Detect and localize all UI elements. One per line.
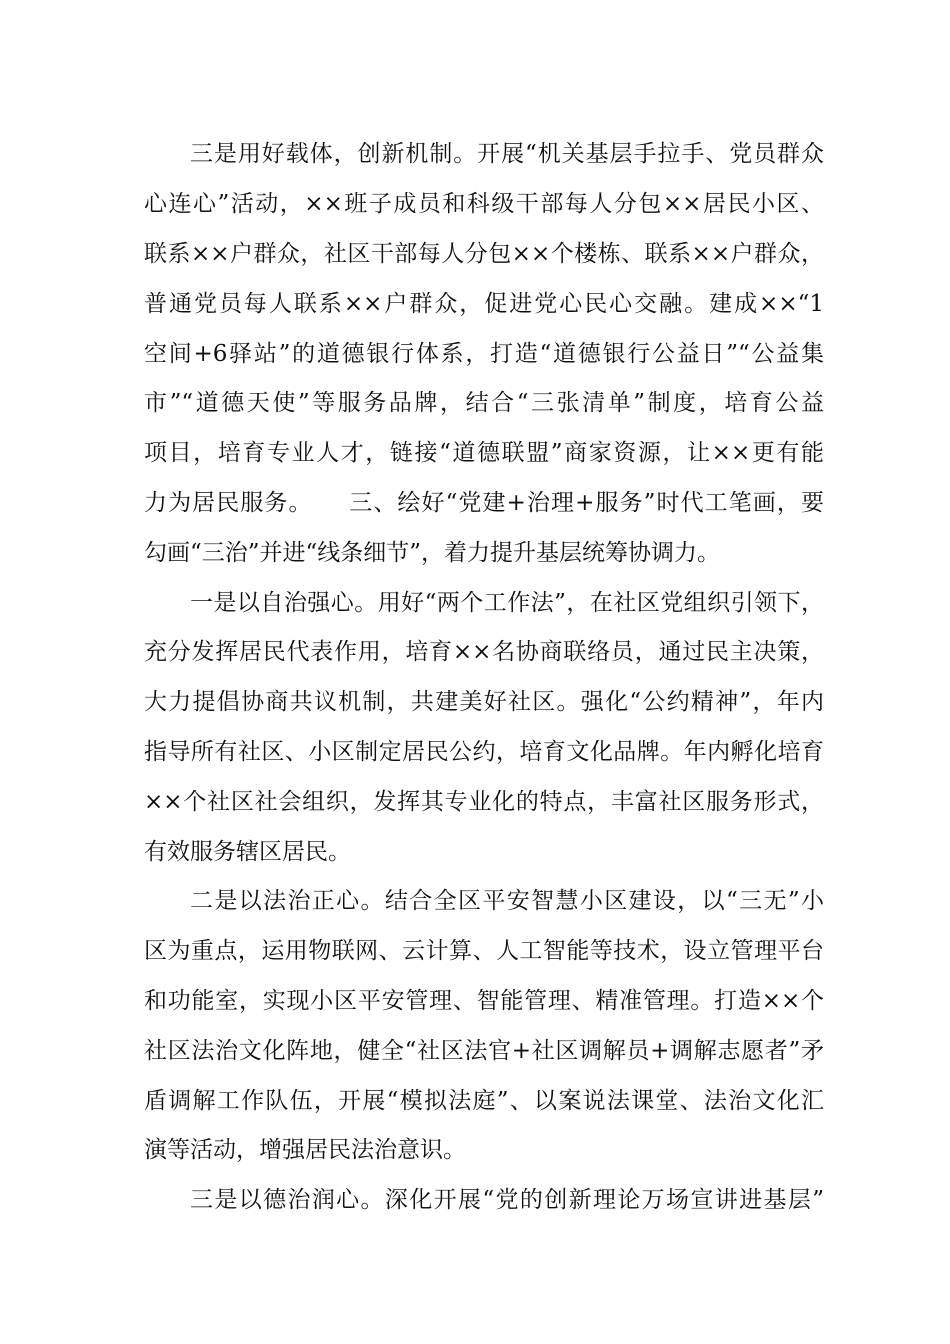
text-line: 演等活动，增强居民法治意识。 [144,1137,466,1163]
text-line: ××个社区社会组织，发挥其专业化的特点，丰富社区服务形式， [144,789,824,815]
text-line: 市”“道德天使”等服务品牌，结合“三张清单”制度，培育公益 [144,390,824,416]
text-line: 社区法治文化阵地，健全“社区法官+社区调解员+调解志愿者”矛 [144,1038,824,1064]
text-line: 心连心”活动，××班子成员和科级干部每人分包××居民小区、 [144,191,824,217]
text-line: 和功能室，实现小区平安管理、智能管理、精准管理。打造××个 [144,988,824,1014]
text-line: 区为重点，运用物联网、云计算、人工智能等技术，设立管理平台 [144,938,824,964]
text-line: 项目，培育专业人才，链接“道德联盟”商家资源，让××更有能 [144,440,824,466]
text-line: 一是以自治强心。用好“两个工作法”，在社区党组织引领下， [190,590,824,616]
text-line: 空间+6驿站”的道德银行体系，打造“道德银行公益日”“公益集 [144,341,824,367]
text-line: 大力提倡协商共议机制，共建美好社区。强化“公约精神”，年内 [144,689,824,715]
text-line: 指导所有社区、小区制定居民公约，培育文化品牌。年内孵化培育 [144,739,824,765]
text-line: 充分发挥居民代表作用，培育××名协商联络员，通过民主决策， [144,639,824,665]
text-line: 有效服务辖区居民。 [144,839,351,865]
text-line: 力为居民服务。 三、绘好“党建+治理+服务”时代工笔画，要 [144,490,824,516]
text-line: 盾调解工作队伍，开展“模拟法庭”、以案说法课堂、法治文化汇 [144,1088,824,1114]
text-line: 联系××户群众，社区干部每人分包××个楼栋、联系××户群众， [144,241,824,267]
text-line: 勾画“三治”并进“线条细节”，着力提升基层统筹协调力。 [144,540,721,566]
text-line: 三是以德治润心。深化开展“党的创新理论万场宣讲进基层” [190,1187,824,1213]
text-line: 三是用好载体，创新机制。开展“机关基层手拉手、党员群众 [190,141,824,167]
text-line: 二是以法治正心。结合全区平安智慧小区建设，以“三无”小 [190,888,824,914]
text-line: 普通党员每人联系××户群众，促进党心民心交融。建成××“1 [144,291,824,317]
